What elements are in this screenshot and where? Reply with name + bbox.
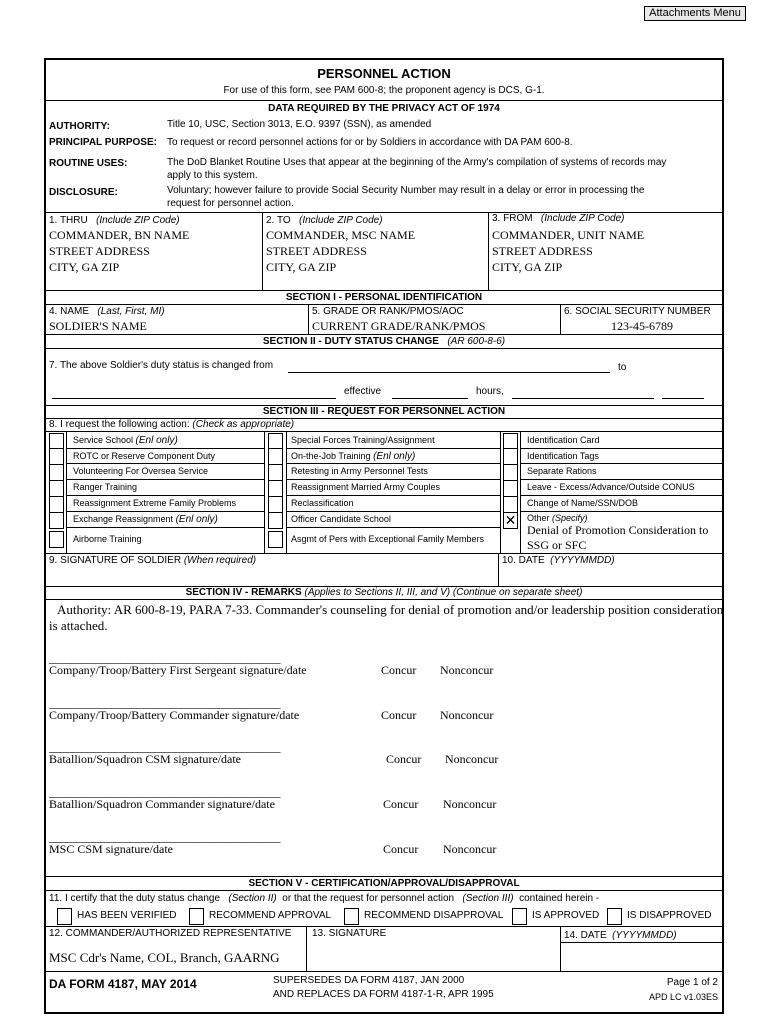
col3-checkbox-4[interactable] — [503, 496, 518, 513]
attachments-menu-button[interactable]: Attachments Menu — [644, 6, 746, 21]
to-label: 2. TO (Include ZIP Code) — [266, 215, 383, 226]
rep-value[interactable]: MSC Cdr's Name, COL, Branch, GAARNG — [49, 950, 280, 965]
purpose-text: To request or record personnel actions for or by Soldiers in accordance with DA PAM 600-8. — [167, 137, 573, 148]
nonconcur-option-0[interactable]: Nonconcur — [440, 663, 494, 677]
sig13-label: 13. SIGNATURE — [312, 928, 387, 939]
from-line1[interactable]: COMMANDER, UNIT NAME — [492, 228, 645, 242]
sig-line-3[interactable]: __________________________________________ — [49, 785, 280, 799]
approval-label-1: RECOMMEND APPROVAL — [209, 910, 332, 921]
other-checkbox[interactable] — [503, 512, 518, 529]
thru-line1[interactable]: COMMANDER, BN NAME — [49, 228, 190, 242]
col1-label-5: Exchange Reassignment (Enl only) — [73, 514, 218, 525]
approval-checkbox-4[interactable] — [607, 908, 622, 925]
grade-value[interactable]: CURRENT GRADE/RANK/PMOS — [312, 319, 486, 333]
routine-text-1: The DoD Blanket Routine Uses that appear at the beginning of the Army's compilation of systems of records may — [167, 157, 667, 168]
col1-label-3: Ranger Training — [73, 482, 138, 492]
supersedes-2: AND REPLACES DA FORM 4187-1-R, APR 1995 — [273, 989, 494, 1000]
purpose-label: PRINCIPAL PURPOSE: — [49, 137, 157, 148]
col2-checkbox-1[interactable] — [268, 448, 283, 465]
privacy-heading: DATA REQUIRED BY THE PRIVACY ACT OF 1974 — [268, 103, 500, 114]
col3-label-0: Identification Card — [527, 435, 600, 445]
col3-checkbox-1[interactable] — [503, 448, 518, 465]
line7-to: to — [618, 362, 627, 373]
authority-label: AUTHORITY: — [49, 121, 110, 132]
rep-label: 12. COMMANDER/AUTHORIZED REPRESENTATIVE — [49, 928, 292, 939]
section4-heading: SECTION IV - REMARKS (Applies to Sections II, III, and V) (Continue on separate sheet) — [185, 587, 583, 598]
sig-line-0[interactable]: __________________________________________ — [49, 651, 280, 665]
col1-label-4: Reassignment Extreme Family Problems — [73, 498, 237, 508]
concur-option-2[interactable]: Concur — [386, 752, 422, 766]
approval-label-2: RECOMMEND DISAPPROVAL — [364, 910, 504, 921]
col2-label-6: Asgmt of Pers with Exceptional Family Members — [291, 534, 485, 544]
remarks-line2[interactable]: is attached. — [49, 618, 108, 633]
col2-checkbox-3[interactable] — [268, 480, 283, 497]
col1-checkbox-6[interactable] — [49, 531, 64, 548]
from-line3[interactable]: CITY, GA ZIP — [492, 260, 563, 274]
page-number: Page 1 of 2 — [666, 977, 718, 988]
hours-label: hours, — [476, 386, 504, 397]
effective-label: effective — [344, 386, 382, 397]
name-value[interactable]: SOLDIER'S NAME — [49, 319, 147, 333]
other-value-1[interactable]: Denial of Promotion Consideration to — [527, 523, 709, 537]
date14-field[interactable] — [564, 944, 720, 968]
sig-label-2: Batallion/Squadron CSM signature/date — [49, 752, 241, 766]
routine-text-2: apply to this system. — [167, 170, 258, 181]
col2-checkbox-4[interactable] — [268, 496, 283, 513]
approval-checkbox-0[interactable] — [57, 908, 72, 925]
col2-label-1: On-the-Job Training (Enl only) — [291, 451, 416, 462]
col1-label-1: ROTC or Reserve Component Duty — [73, 451, 216, 461]
nonconcur-option-1[interactable]: Nonconcur — [440, 708, 494, 722]
to-line1[interactable]: COMMANDER, MSC NAME — [266, 228, 416, 242]
routine-label: ROUTINE USES: — [49, 158, 128, 169]
col3-label-2: Separate Rations — [527, 466, 597, 476]
supersedes-1: SUPERSEDES DA FORM 4187, JAN 2000 — [273, 975, 465, 986]
col3-checkbox-2[interactable] — [503, 464, 518, 481]
name-label: 4. NAME (Last, First, MI) — [49, 306, 165, 317]
effective-date-field[interactable] — [392, 398, 468, 399]
approval-label-3: IS APPROVED — [532, 910, 600, 921]
concur-option-4[interactable]: Concur — [383, 842, 419, 856]
disclosure-text-1: Voluntary; however failure to provide Social Security Number may result in a delay or error in processing the — [167, 185, 645, 196]
disclosure-text-2: request for personnel action. — [167, 198, 294, 209]
other-value-2[interactable]: SSG or SFC — [527, 538, 587, 552]
line11: 11. I certify that the duty status change (Section II) or that the request for personnel action (Section III) contained herein - — [49, 893, 600, 904]
concur-option-0[interactable]: Concur — [381, 663, 417, 677]
authority-text: Title 10, USC, Section 3013, E.O. 9397 (SSN), as amended — [167, 119, 432, 130]
sig13-field[interactable] — [310, 942, 556, 968]
col1-label-2: Volunteering For Oversea Service — [73, 466, 209, 476]
col2-checkbox-5[interactable] — [268, 512, 283, 529]
thru-line3[interactable]: CITY, GA ZIP — [49, 260, 120, 274]
col2-label-4: Reclassification — [291, 498, 354, 508]
col1-checkbox-5[interactable] — [49, 512, 64, 529]
approval-label-4: IS DISAPPROVED — [627, 910, 712, 921]
sig-label-0: Company/Troop/Battery First Sergeant signature/date — [49, 663, 307, 677]
col2-label-2: Retesting in Army Personnel Tests — [291, 466, 428, 476]
approval-label-0: HAS BEEN VERIFIED — [77, 910, 177, 921]
sig-label-4: MSC CSM signature/date — [49, 842, 174, 856]
nonconcur-option-3[interactable]: Nonconcur — [443, 797, 497, 811]
col1-checkbox-3[interactable] — [49, 480, 64, 497]
col1-label-6: Airborne Training — [73, 534, 142, 544]
col3-label-4: Change of Name/SSN/DOB — [527, 498, 639, 508]
concur-option-1[interactable]: Concur — [381, 708, 417, 722]
line7-label: 7. The above Soldier's duty status is changed from — [49, 360, 274, 371]
col2-label-5: Officer Candidate School — [291, 514, 391, 524]
other-label: Other (Specify) — [527, 513, 588, 523]
col3-label-1: Identification Tags — [527, 451, 599, 461]
sig-line-4[interactable]: __________________________________________ — [49, 830, 280, 844]
form-version: APD LC v1.03ES — [648, 992, 718, 1002]
form-subtitle: For use of this form, see PAM 600-8; the proponent agency is DCS, G-1. — [223, 85, 545, 96]
approval-checkbox-2[interactable] — [344, 908, 359, 925]
ssn-label: 6. SOCIAL SECURITY NUMBER — [564, 306, 711, 317]
soldier-date-field[interactable] — [502, 568, 720, 584]
section3-intro: 8. I request the following action: (Check as appropriate) — [49, 419, 295, 430]
col2-label-0: Special Forces Training/Assignment — [291, 435, 435, 445]
to-status-field[interactable] — [52, 398, 336, 399]
col2-label-3: Reassignment Married Army Couples — [291, 482, 441, 492]
section1-heading: SECTION I - PERSONAL IDENTIFICATION — [285, 292, 483, 303]
soldier-date-label: 10. DATE (YYYYMMDD) — [502, 555, 615, 566]
hours-extra-field[interactable] — [662, 398, 704, 399]
col1-checkbox-4[interactable] — [49, 496, 64, 513]
nonconcur-option-2[interactable]: Nonconcur — [445, 752, 499, 766]
section3-heading: SECTION III - REQUEST FOR PERSONNEL ACTION — [262, 406, 506, 417]
from-status-field[interactable] — [288, 372, 610, 373]
sig-line-2[interactable]: __________________________________________ — [49, 740, 280, 754]
col3-label-3: Leave - Excess/Advance/Outside CONUS — [527, 482, 695, 492]
col2-checkbox-6[interactable] — [268, 531, 283, 548]
sig-line-1[interactable]: __________________________________________ — [49, 696, 280, 710]
hours-field[interactable] — [512, 398, 654, 399]
grade-label: 5. GRADE OR RANK/PMOS/AOC — [312, 306, 464, 317]
col1-label-0: Service School (Enl only) — [73, 435, 178, 446]
thru-label: 1. THRU (Include ZIP Code) — [49, 215, 180, 226]
sig-label-1: Company/Troop/Battery Commander signature/date — [49, 708, 300, 722]
col1-checkbox-2[interactable] — [49, 464, 64, 481]
soldier-signature-field[interactable] — [48, 568, 494, 584]
from-line2[interactable]: STREET ADDRESS — [492, 244, 593, 258]
form-number: DA FORM 4187, MAY 2014 — [49, 977, 197, 991]
thru-line2[interactable]: STREET ADDRESS — [49, 244, 150, 258]
section2-heading: SECTION II - DUTY STATUS CHANGE (AR 600-8-6) — [262, 336, 506, 347]
sig-label-3: Batallion/Squadron Commander signature/date — [49, 797, 275, 811]
approval-checkbox-3[interactable] — [512, 908, 527, 925]
remarks-line1[interactable]: Authority: AR 600-8-19, PARA 7-33. Commander's counseling for denial of promotion and/or leadership position consideration — [57, 602, 724, 617]
col2-checkbox-2[interactable] — [268, 464, 283, 481]
approval-checkbox-1[interactable] — [189, 908, 204, 925]
date14-label: 14. DATE (YYYYMMDD) — [564, 930, 677, 941]
disclosure-label: DISCLOSURE: — [49, 187, 118, 198]
col1-checkbox-1[interactable] — [49, 448, 64, 465]
section5-heading: SECTION V - CERTIFICATION/APPROVAL/DISAPPROVAL — [248, 878, 520, 889]
from-label: 3. FROM (Include ZIP Code) — [492, 213, 625, 224]
soldier-signature-label: 9. SIGNATURE OF SOLDIER (When required) — [49, 555, 257, 566]
col3-checkbox-3[interactable] — [503, 480, 518, 497]
checked-x-icon: ✕ — [504, 512, 517, 528]
to-line2[interactable]: STREET ADDRESS — [266, 244, 367, 258]
ssn-value[interactable]: 123-45-6789 — [611, 319, 673, 333]
nonconcur-option-4[interactable]: Nonconcur — [443, 842, 497, 856]
concur-option-3[interactable]: Concur — [383, 797, 419, 811]
to-line3[interactable]: CITY, GA ZIP — [266, 260, 337, 274]
page-title: PERSONNEL ACTION — [317, 66, 451, 81]
